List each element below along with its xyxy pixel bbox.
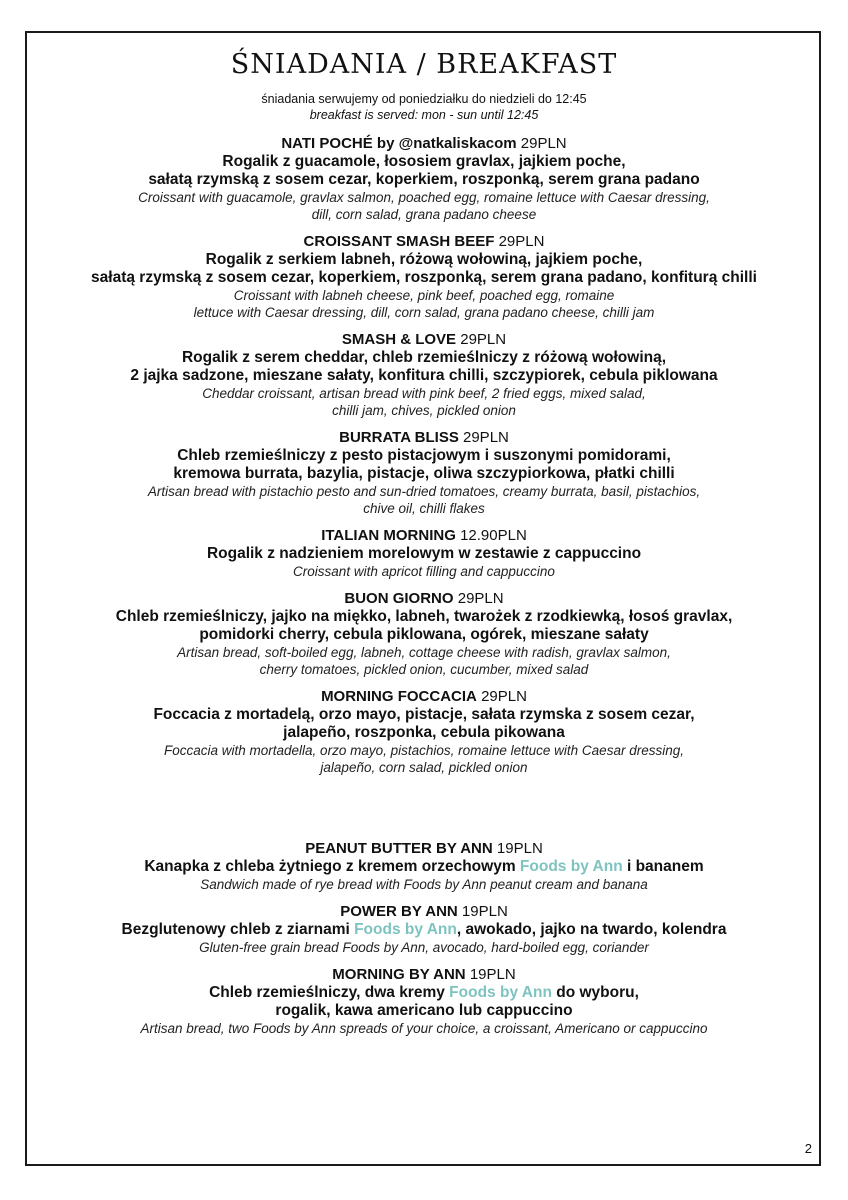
item-description-en xyxy=(40,876,808,893)
item-description-en xyxy=(40,1020,808,1037)
item-title xyxy=(40,840,808,858)
pl-text: Kanapka z chleba żytniego z kremem orzechowym xyxy=(144,858,520,875)
en-line: chilli jam, chives, pickled onion xyxy=(332,403,516,418)
item-title xyxy=(40,590,808,608)
item-name: MORNING FOCCACIA xyxy=(321,688,477,705)
pl-text: i bananem xyxy=(622,858,704,875)
ann-menu-item xyxy=(40,966,808,1037)
item-description-pl xyxy=(40,921,808,939)
pl-line: Foccacia z mortadelą, orzo mayo, pistacje, sałata rzymska z sosem cezar, xyxy=(153,706,695,723)
item-price: 29PLN xyxy=(481,688,527,705)
pl-line: Rogalik z guacamole, łososiem gravlax, jajkiem poche, xyxy=(222,153,626,170)
item-name: BURRATA BLISS xyxy=(339,429,459,446)
en-line: cherry tomatoes, pickled onion, cucumber, mixed salad xyxy=(259,662,589,677)
pl-line: Rogalik z nadzieniem morelowym w zestawie z cappuccino xyxy=(206,545,642,562)
en-line: Foccacia with mortadella, orzo mayo, pistachios, romaine lettuce with Caesar dressing, xyxy=(164,743,684,758)
menu-header xyxy=(0,49,848,123)
item-name: NATI POCHÉ by @natkaliskacom xyxy=(281,135,517,152)
pl-line: kremowa burrata, bazylia, pistacje, oliwa szczypiorkowa, płatki chilli xyxy=(173,465,675,482)
ann-menu-item xyxy=(40,903,808,956)
menu-item xyxy=(40,135,808,223)
page-title: ŚNIADANIA / BREAKFAST xyxy=(230,49,618,80)
en-line: lettuce with Caesar dressing, dill, corn salad, grana padano cheese, chilli jam xyxy=(193,305,655,320)
pl-line: Rogalik z serem cheddar, chleb rzemieślniczy z różową wołowiną, xyxy=(181,349,667,366)
item-title xyxy=(40,903,808,921)
pl-line: sałatą rzymską z sosem cezar, koperkiem, roszponką, serem grana padano xyxy=(148,171,700,188)
pl-text: do wyboru, xyxy=(551,984,639,1001)
pl-line xyxy=(40,921,808,939)
item-name: SMASH & LOVE xyxy=(341,331,457,348)
menu-item xyxy=(40,688,808,776)
item-price: 29PLN xyxy=(457,590,504,607)
pl-text: , awokado, jajko na twardo, kolendra xyxy=(456,921,727,938)
menu-item xyxy=(40,331,808,419)
pl-text: Chleb rzemieślniczy, dwa kremy xyxy=(209,984,450,1001)
item-name: MORNING BY ANN xyxy=(332,966,466,983)
item-description-en xyxy=(40,287,808,321)
menu-item xyxy=(40,429,808,517)
item-description-pl xyxy=(40,447,808,483)
en-line: Gluten-free grain bread Foods by Ann, avocado, hard-boiled egg, coriander xyxy=(199,940,649,955)
item-title xyxy=(40,966,808,984)
pl-line: sałatą rzymską z sosem cezar, koperkiem, roszponką, serem grana padano, konfiturą chilli xyxy=(91,269,757,286)
pl-text: Bezglutenowy chleb z ziarnami xyxy=(121,921,355,938)
item-price: 12.90PLN xyxy=(460,527,527,544)
item-price: 19PLN xyxy=(496,840,543,857)
item-price: 29PLN xyxy=(498,233,545,250)
item-title xyxy=(40,429,808,447)
item-description-en xyxy=(40,939,808,956)
item-name: BUON GIORNO xyxy=(344,590,454,607)
item-description-en xyxy=(40,189,808,223)
item-description-en xyxy=(40,385,808,419)
en-line: jalapeño, corn salad, pickled onion xyxy=(320,760,528,775)
en-line: dill, corn salad, grana padano cheese xyxy=(311,207,537,222)
item-description-pl xyxy=(40,349,808,385)
brand-name: Foods by Ann xyxy=(519,858,623,875)
en-line: Croissant with labneh cheese, pink beef, poached egg, romaine xyxy=(233,288,615,303)
en-line: chive oil, chilli flakes xyxy=(363,501,485,516)
en-line: Cheddar croissant, artisan bread with pink beef, 2 fried eggs, mixed salad, xyxy=(202,386,646,401)
en-line: Croissant with guacamole, gravlax salmon, poached egg, romaine lettuce with Caesar dressing, xyxy=(138,190,710,205)
pl-line xyxy=(40,858,808,876)
item-price: 29PLN xyxy=(463,429,509,446)
pl-line: Chleb rzemieślniczy, jajko na miękko, labneh, twarożek z rzodkiewką, łosoś gravlax, xyxy=(115,608,733,625)
ann-menu-item xyxy=(40,840,808,893)
item-description-pl xyxy=(40,608,808,644)
menu-item xyxy=(40,590,808,678)
item-price: 19PLN xyxy=(469,966,516,983)
item-price: 29PLN xyxy=(460,331,507,348)
item-description-en xyxy=(40,563,808,580)
en-line: Croissant with apricot filling and cappuccino xyxy=(293,564,555,579)
item-description-pl xyxy=(40,984,808,1020)
en-line: Artisan bread, two Foods by Ann spreads of your choice, a croissant, Americano or cappuccino xyxy=(140,1021,708,1036)
en-line: Artisan bread, soft-boiled egg, labneh, cottage cheese with radish, gravlax salmon, xyxy=(177,645,671,660)
item-description-pl xyxy=(40,153,808,189)
page-number: 2 xyxy=(804,1141,812,1156)
item-title xyxy=(40,135,808,153)
item-price: 19PLN xyxy=(461,903,508,920)
serving-hours-en: breakfast is served: mon - sun until 12:45 xyxy=(309,108,539,122)
item-title xyxy=(40,688,808,706)
pl-line: rogalik, kawa americano lub cappuccino xyxy=(275,1002,573,1019)
item-description-pl xyxy=(40,251,808,287)
item-title xyxy=(40,233,808,251)
item-description-pl xyxy=(40,858,808,876)
menu-item xyxy=(40,527,808,580)
pl-line xyxy=(40,984,808,1002)
brand-name: Foods by Ann xyxy=(354,921,457,938)
item-title xyxy=(40,527,808,545)
item-name: POWER BY ANN xyxy=(340,903,458,920)
pl-line: 2 jajka sadzone, mieszane sałaty, konfitura chilli, szczypiorek, cebula piklowana xyxy=(130,367,718,384)
en-line: Sandwich made of rye bread with Foods by Ann peanut cream and banana xyxy=(200,877,648,892)
item-description-en xyxy=(40,742,808,776)
item-name: ITALIAN MORNING xyxy=(321,527,456,544)
item-title xyxy=(40,331,808,349)
item-description-en xyxy=(40,644,808,678)
brand-name: Foods by Ann xyxy=(449,984,552,1001)
pl-line: jalapeño, roszponka, cebula pikowana xyxy=(283,724,565,741)
item-description-pl xyxy=(40,706,808,742)
serving-hours-pl: śniadania serwujemy od poniedziałku do niedzieli do 12:45 xyxy=(261,92,587,106)
item-name: PEANUT BUTTER BY ANN xyxy=(305,840,493,857)
menu-item xyxy=(40,233,808,321)
en-line: Artisan bread with pistachio pesto and sun-dried tomatoes, creamy burrata, basil, pistachios, xyxy=(147,484,701,499)
pl-line: pomidorki cherry, cebula piklowana, ogórek, mieszane sałaty xyxy=(199,626,649,643)
item-price: 29PLN xyxy=(520,135,567,152)
pl-line: Chleb rzemieślniczy z pesto pistacjowym i suszonymi pomidorami, xyxy=(177,447,671,464)
pl-line: Rogalik z serkiem labneh, różową wołowiną, jajkiem poche, xyxy=(205,251,643,268)
item-description-pl xyxy=(40,545,808,563)
menu-items xyxy=(40,135,808,1037)
item-description-en xyxy=(40,483,808,517)
item-name: CROISSANT SMASH BEEF xyxy=(303,233,495,250)
